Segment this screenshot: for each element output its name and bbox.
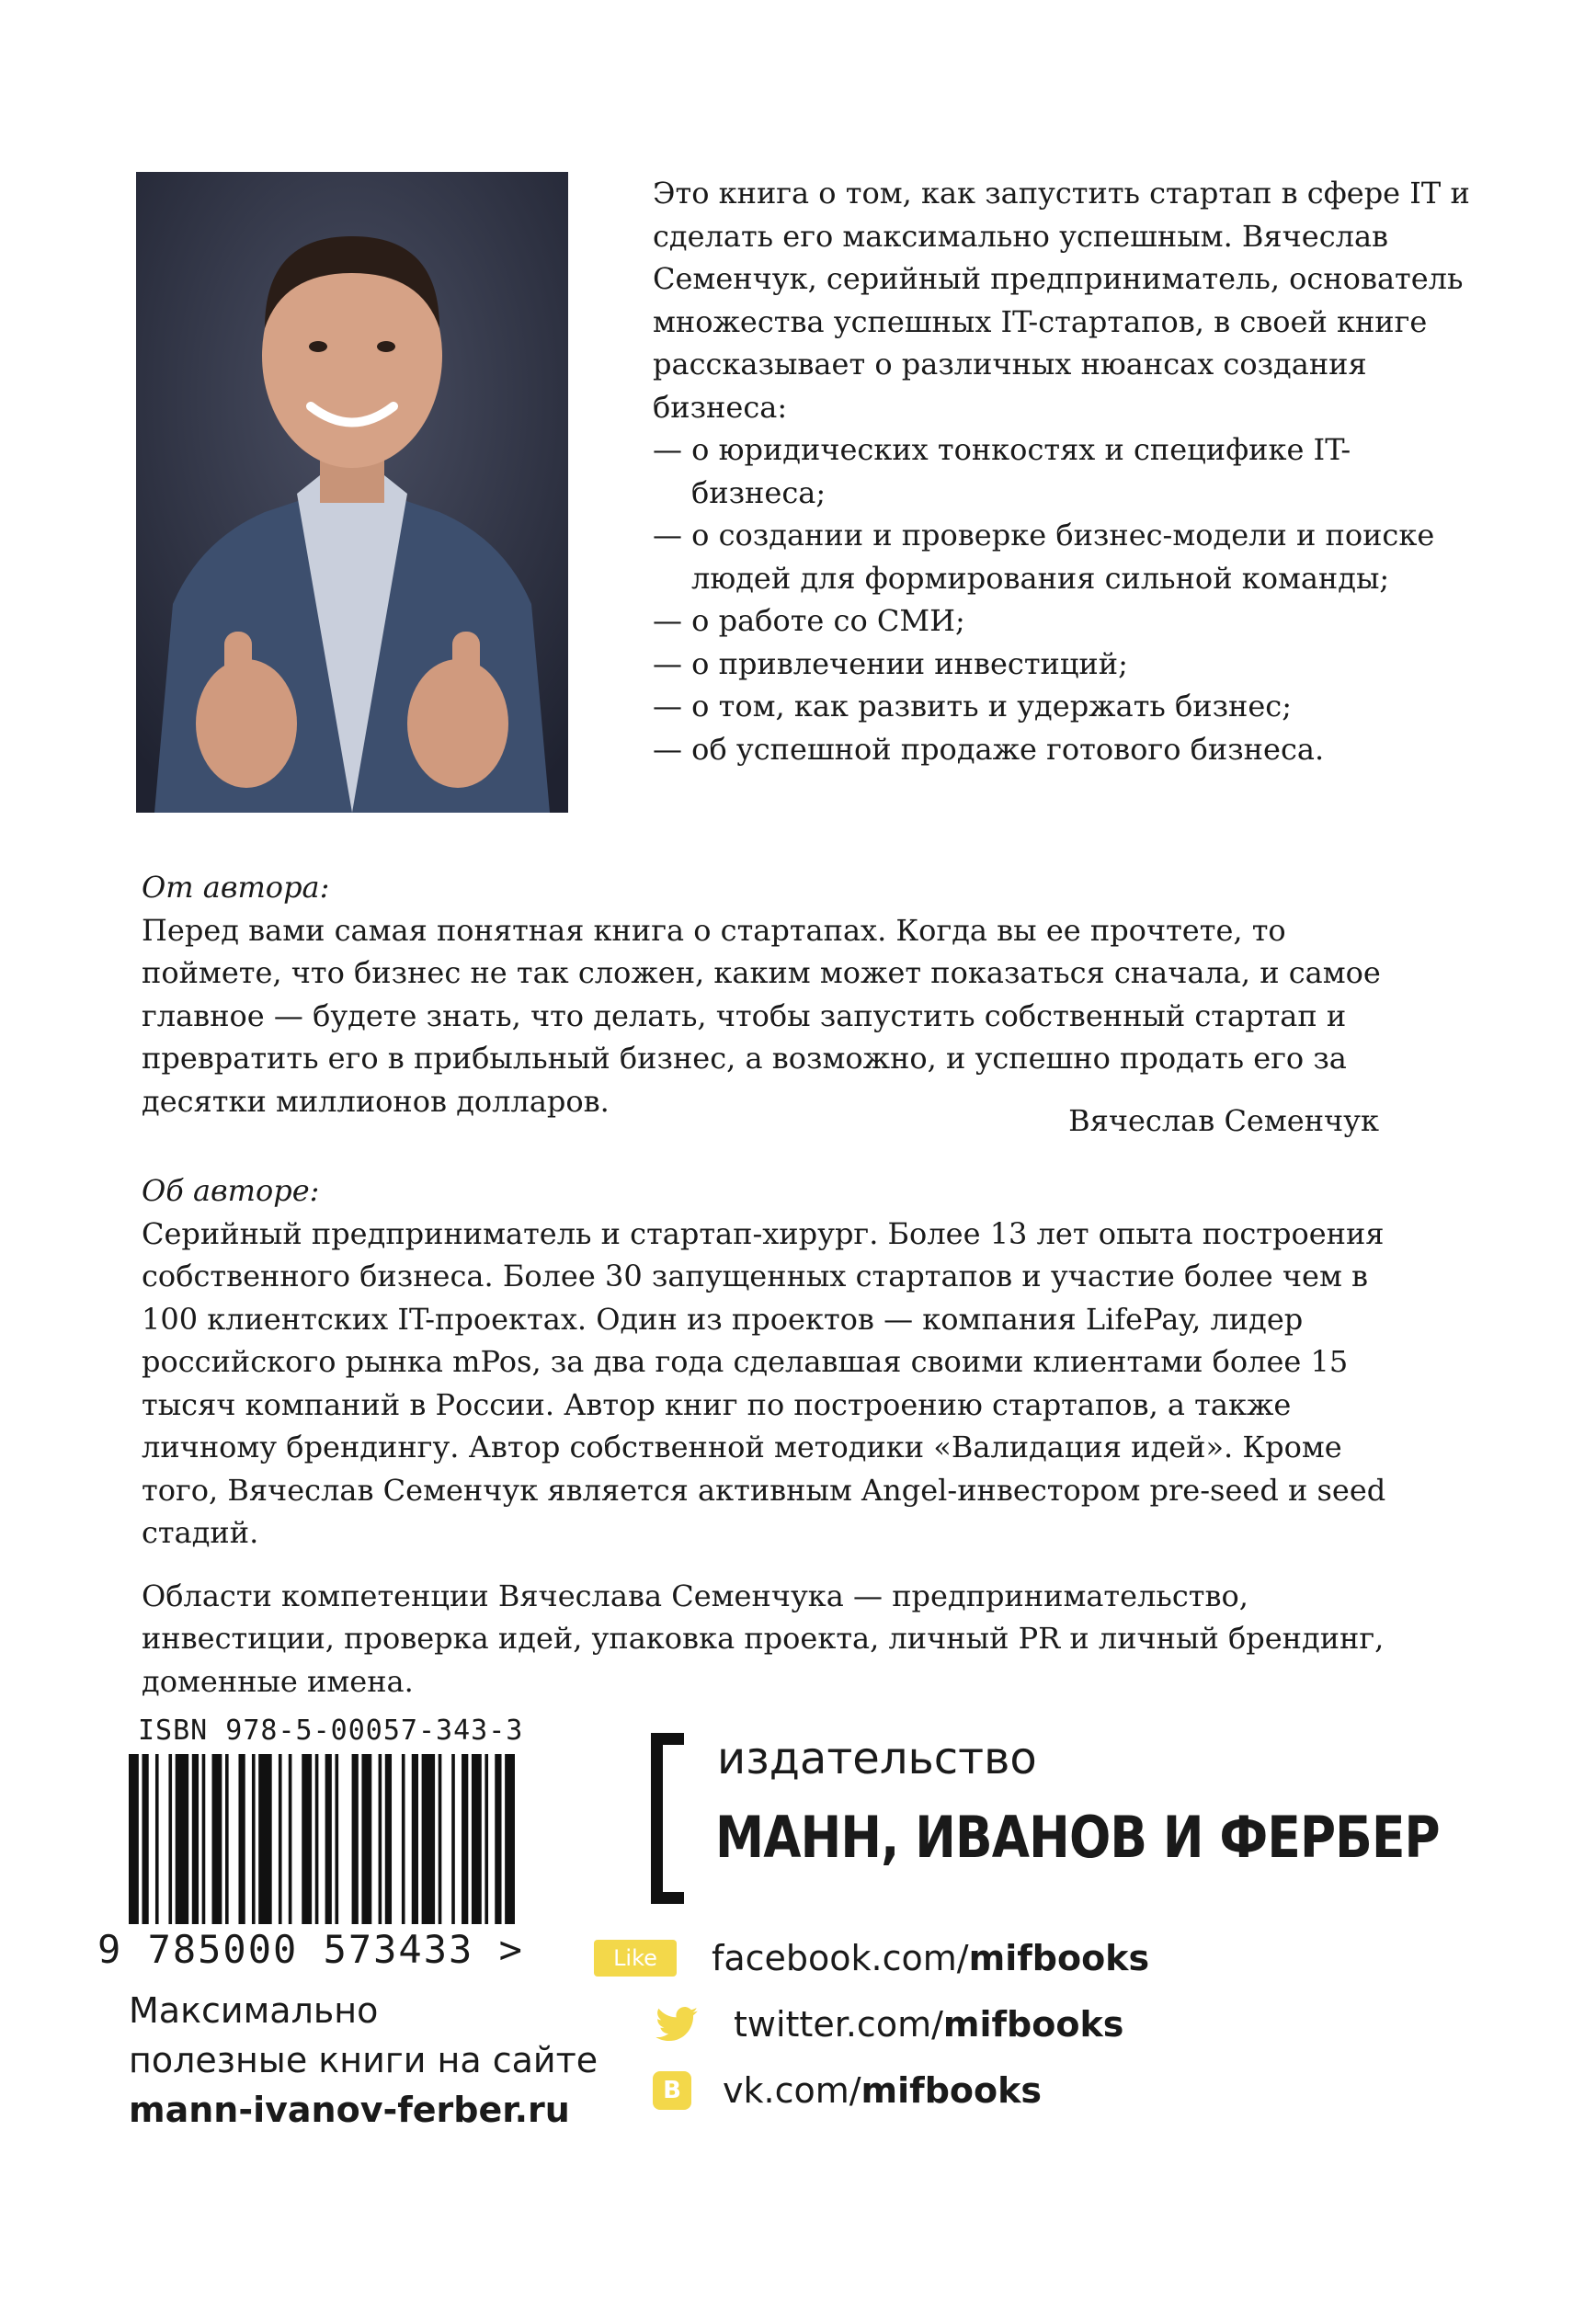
list-item: — о работе со СМИ; bbox=[653, 603, 965, 638]
intro-paragraph: Это книга о том, как запустить стартап в сфере IT и сделать его максимально успешным. Вячеслав Семенчук, серийный предприниматель, основатель множества успешных IT-стартапов, в своей книге рассказывает о различных нюансах создания бизнеса: bbox=[653, 176, 1470, 425]
isbn-label: ISBN 978-5-00057-343-3 bbox=[138, 1715, 524, 1747]
publisher-small-label: издательство bbox=[717, 1733, 1037, 1784]
twitter-link[interactable] bbox=[594, 2001, 1123, 2047]
twitter-bird-icon bbox=[651, 2005, 702, 2044]
list-item: — о создании и проверке бизнес-модели и поиске людей для формирования сильной команды; bbox=[653, 518, 1435, 596]
vk-handle: mifbooks bbox=[861, 2070, 1043, 2111]
from-author-section bbox=[142, 866, 1392, 1122]
competencies-text: Области компетенции Вячеслава Семенчука — предпринимательство, инвестиции, проверка идей, упаковка проекта, личный PR и личный брендинг, доменные имена. bbox=[142, 1578, 1385, 1699]
author-photo bbox=[136, 172, 568, 813]
author-photo-illustration bbox=[136, 172, 568, 813]
about-author-section bbox=[142, 1169, 1392, 1703]
from-author-text: Перед вами самая понятная книга о стартапах. Когда вы ее прочтете, то поймете, что бизнес не так сложен, каким может показаться сначала, и самое главное — будете знать, что делать, чтобы запустить собственный стартап и превратить его в прибыльный бизнес, а возможно, и успешно продать его за десятки миллионов долларов. bbox=[142, 912, 1381, 1119]
barcode-digits: 9 785000 573433 > bbox=[97, 1927, 524, 1972]
list-item: — об успешной продаже готового бизнеса. bbox=[653, 731, 1325, 767]
barcode bbox=[129, 1754, 515, 1938]
intro-section bbox=[653, 172, 1480, 770]
about-author-label: Об авторе: bbox=[142, 1173, 320, 1208]
list-item: — о том, как развить и удержать бизнес; bbox=[653, 689, 1292, 724]
vk-prefix: vk.com/ bbox=[723, 2070, 861, 2111]
intro-list bbox=[653, 428, 1480, 770]
author-signature: Вячеслав Семенчук bbox=[1068, 1103, 1379, 1138]
list-item: — о юридических тонкостях и специфике IT-бизнеса; bbox=[653, 432, 1351, 510]
site-tagline bbox=[129, 1986, 598, 2135]
vk-icon: В bbox=[653, 2071, 691, 2110]
tagline-line-1: Максимально bbox=[129, 1990, 379, 2031]
publisher-bracket-icon bbox=[651, 1733, 684, 1904]
vk-link[interactable] bbox=[594, 2068, 1042, 2114]
tagline-line-2: полезные книги на сайте bbox=[129, 2040, 598, 2080]
facebook-link[interactable] bbox=[594, 1935, 1149, 1981]
list-item: — о привлечении инвестиций; bbox=[653, 645, 1128, 681]
about-author-text: Серийный предприниматель и стартап-хирург. Более 13 лет опыта построения собственного бизнеса. Более 30 запущенных стартапов и участие более чем в 100 клиентских IT-проектах. Один из проектов — компания LifePay, лидер российского рынка mPos, за два года сделавшая своими клиентами более 15 тысяч компаний в России. Автор книг по построению стартапов, а также личному брендингу. Автор собственной методики «Валидация идей». Кроме того, Вячеслав Семенчук является активным Angel-инвестором pre-seed и seed стадий. bbox=[142, 1215, 1386, 1550]
facebook-handle: mifbooks bbox=[968, 1938, 1150, 1978]
twitter-prefix: twitter.com/ bbox=[734, 2004, 943, 2045]
from-author-label: От автора: bbox=[142, 870, 330, 905]
publisher-name: МАНН, ИВАНОВ И ФЕРБЕР bbox=[715, 1804, 1440, 1871]
like-icon: Like bbox=[594, 1940, 677, 1977]
site-link[interactable]: mann-ivanov-ferber.ru bbox=[129, 2090, 570, 2130]
barcode-bars bbox=[129, 1754, 515, 1938]
twitter-handle: mifbooks bbox=[942, 2004, 1124, 2045]
facebook-prefix: facebook.com/ bbox=[712, 1938, 969, 1978]
